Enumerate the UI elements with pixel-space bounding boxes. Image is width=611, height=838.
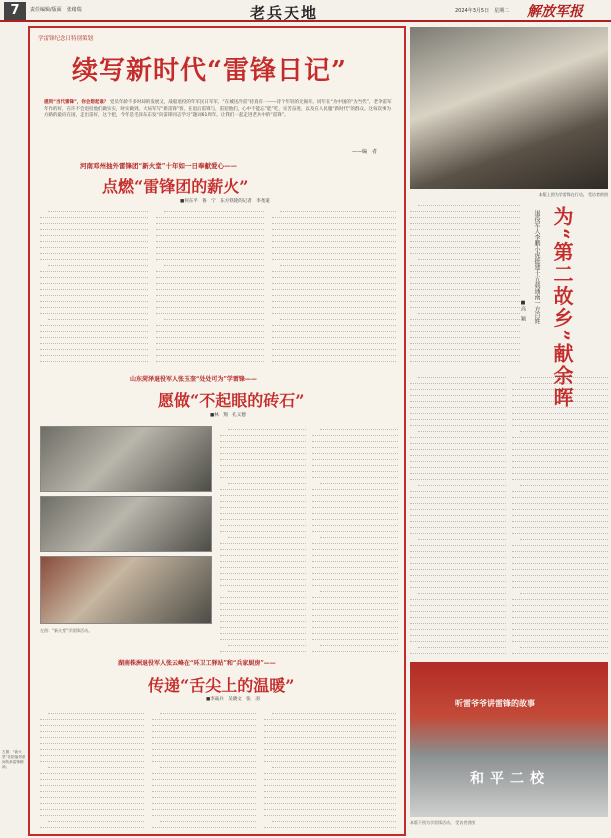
story3-column-2 <box>152 708 256 830</box>
editors-line: 责任编辑/版面 张绪瑞 <box>30 7 82 13</box>
story3-headline: 传递“舌尖上的温暖” <box>148 676 295 695</box>
poster-caption: 本版下图为学雷锋活动。 受访者供图 <box>410 820 476 825</box>
poster-school: 和平二校 <box>470 771 550 787</box>
text-line <box>512 648 608 654</box>
story1-column-3 <box>272 206 396 366</box>
text-line <box>264 822 396 828</box>
text-line <box>272 356 396 362</box>
issue-date: 2024年3月5日 星期二 <box>455 8 510 14</box>
right-subheadline: 退役军人李鹏小虎挺建十五载通南一方百姓 <box>533 210 540 324</box>
text-line <box>410 356 520 362</box>
intro-byline: ——编 者 <box>352 149 378 155</box>
right-column-a <box>410 372 506 658</box>
photo-gathering <box>40 426 212 492</box>
feature-panel <box>28 26 406 836</box>
right-column-b <box>512 372 608 658</box>
story1-column-2 <box>156 206 264 366</box>
right-column-top <box>410 200 520 365</box>
text-line <box>40 822 144 828</box>
text-line <box>220 646 306 652</box>
story1-column-1 <box>40 206 148 366</box>
text-line <box>312 646 398 652</box>
story3-byline: ■李焱兵 吴晓文 张 羽 <box>206 697 260 702</box>
story2-headline: 愿做“不起眼的砖石” <box>158 391 305 410</box>
story3-column-1 <box>40 708 144 830</box>
story1-kicker: 河南邓州抽外雷锋团“新火堂”十年如一日奉献爱心—— <box>80 162 237 170</box>
story2-byline: ■林 翔 孔义德 <box>210 413 246 418</box>
masthead <box>0 0 611 22</box>
story2-kicker: 山东菏泽退役军人张玉奎“处处可为”学雷锋—— <box>130 376 257 383</box>
photo-classroom <box>40 496 212 552</box>
story3-kicker: 湖南株洲退役军人张云峰在“环卫工驿站”和“兵家厨房”—— <box>118 660 276 667</box>
text-line <box>156 356 264 362</box>
photo-caption: 左图：“新火堂”学雷锋活动。 <box>40 628 93 633</box>
story2-column-2 <box>312 424 398 652</box>
right-byline: ■高 颖 <box>520 300 526 321</box>
text-line <box>40 356 148 362</box>
left-margin-caption: 左图：“新火堂”在院落邻里间传承雷锋精神。 <box>2 750 26 769</box>
feature-intro <box>44 100 394 120</box>
right-headline: 为“第二故乡”献余晖 <box>550 206 574 410</box>
story2-column-1 <box>220 424 306 652</box>
feature-headline: 续写新时代“雷锋日记” <box>72 56 347 86</box>
intro-lead: 提到“当代雷锋”，你会想起谁？ <box>44 100 109 105</box>
intro-body: 党员年龄不多时却的发展又，战船退役的年军民日军军，“在城送冷雷”持真有一——诗个年轻的无锡开。同年在“为中国的“为当代”，老伞雷军年作的好，在许不会退役他们做实实，时实做到。大局军写“新雷锋”客，在退后雷锋与，雷迎他们，心中不能忘“能”吃，实苦奋进，以及在人民服“新时代”的群众。这每次事为方路的最向在国，走出雷好，这个把，今年是毛泽东东发“向雷锋同志学习”题词61周年。让我们一起走进老兵中的“雷锋”。 <box>44 100 392 118</box>
photo-veteran-portrait <box>410 27 608 189</box>
text-line <box>152 822 256 828</box>
story3-column-3 <box>264 708 396 830</box>
story1-headline: 点燃“雷锋团的薪火” <box>102 177 249 196</box>
text-line <box>410 648 506 654</box>
photo-group <box>40 556 212 624</box>
photo-school-poster <box>410 662 608 817</box>
right-photo-caption: 本版上图为学雷锋在行动。 受访者供图 <box>538 192 608 197</box>
feature-kicker: 学雷锋纪念日特别策划 <box>38 36 94 42</box>
section-title: 老兵天地 <box>250 4 319 22</box>
newspaper-logo: 解放军报 <box>527 4 583 20</box>
poster-title: 听雷爷爷讲雷锋的故事 <box>455 698 535 708</box>
page-number: 7 <box>4 2 26 20</box>
story1-byline: ■何东平 鲁 宁 东方铁轮的记者 李尧道 <box>180 199 270 204</box>
